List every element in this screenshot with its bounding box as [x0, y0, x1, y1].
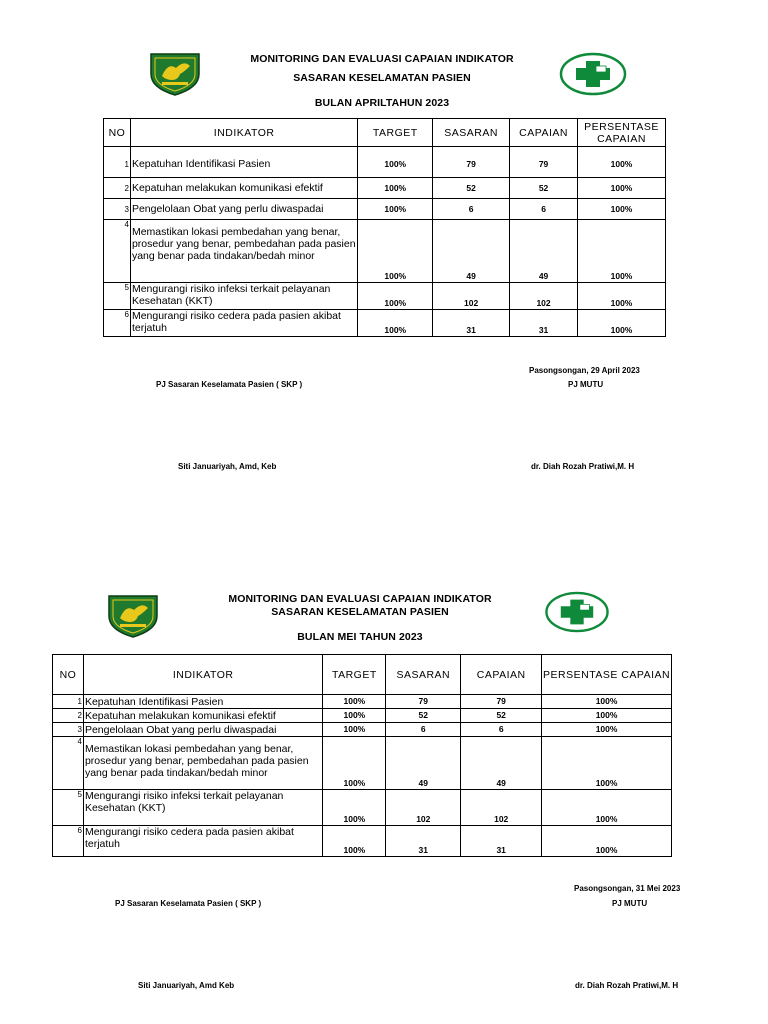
indicator-table-mei — [52, 654, 672, 857]
row-indicator: Mengurangi risiko infeksi terkait pelayanan Kesehatan (KKT) — [130, 283, 357, 310]
table-row — [104, 199, 666, 220]
row-capaian: 49 — [510, 220, 578, 283]
health-cross-icon — [559, 52, 627, 96]
row-persentase: 100% — [578, 178, 666, 199]
row-target: 100% — [323, 723, 386, 737]
col-header-indikator: INDIKATOR — [83, 655, 322, 695]
col-header-persentase: PERSENTASE CAPAIAN — [542, 655, 672, 695]
row-indicator: Mengurangi risiko infeksi terkait pelayanan Kesehatan (KKT) — [83, 790, 322, 826]
row-persentase: 100% — [542, 723, 672, 737]
right-signatory-name: dr. Diah Rozah Pratiwi,M. H — [575, 981, 679, 990]
row-sasaran: 52 — [386, 709, 461, 723]
left-signatory-name: Siti Januariyah, Amd Keb — [138, 981, 235, 990]
row-number: 1 — [53, 695, 84, 709]
row-sasaran: 6 — [386, 723, 461, 737]
row-capaian: 6 — [461, 723, 542, 737]
col-header-sasaran: SASARAN — [433, 119, 510, 147]
row-capaian: 79 — [510, 147, 578, 178]
row-target: 100% — [358, 178, 433, 199]
row-capaian: 31 — [510, 310, 578, 337]
row-capaian: 52 — [461, 709, 542, 723]
col-header-capaian: CAPAIAN — [510, 119, 578, 147]
left-signatory-role: PJ Sasaran Keselamata Pasien ( SKP ) — [115, 899, 262, 908]
left-signatory-role: PJ Sasaran Keselamata Pasien ( SKP ) — [156, 380, 303, 389]
table-row — [104, 178, 666, 199]
row-target: 100% — [358, 220, 433, 283]
row-sasaran: 31 — [433, 310, 510, 337]
row-number: 1 — [104, 147, 131, 178]
right-signatory-role: PJ MUTU — [612, 899, 648, 908]
row-number: 5 — [104, 283, 131, 310]
report-title: MONITORING DAN EVALUASI CAPAIAN INDIKATOR — [228, 593, 492, 605]
shield-emblem-icon — [106, 591, 160, 639]
row-indicator: Kepatuhan Identifikasi Pasien — [83, 695, 322, 709]
row-target: 100% — [358, 283, 433, 310]
row-capaian: 6 — [510, 199, 578, 220]
row-target: 100% — [358, 310, 433, 337]
row-sasaran: 52 — [433, 178, 510, 199]
col-header-no: NO — [104, 119, 131, 147]
row-target: 100% — [358, 147, 433, 178]
report-period: BULAN MEI TAHUN 2023 — [297, 631, 423, 643]
right-signatory-role: PJ MUTU — [568, 380, 604, 389]
col-header-persentase: PERSENTASE CAPAIAN — [578, 119, 666, 147]
report-subtitle: SASARAN KESELAMATAN PASIEN — [293, 72, 471, 84]
row-sasaran: 49 — [433, 220, 510, 283]
left-signatory-name: Siti Januariyah, Amd, Keb — [178, 462, 277, 471]
row-target: 100% — [323, 737, 386, 790]
row-indicator: Mengurangi risiko cedera pada pasien akibat terjatuh — [83, 826, 322, 857]
row-number: 5 — [53, 790, 84, 826]
row-target: 100% — [323, 790, 386, 826]
row-indicator: Memastikan lokasi pembedahan yang benar, prosedur yang benar, pembedahan pada pasien yang benar pada tindakan/bedah minor — [130, 220, 357, 283]
row-number: 3 — [104, 199, 131, 220]
row-persentase: 100% — [542, 790, 672, 826]
row-sasaran: 102 — [433, 283, 510, 310]
row-sasaran: 79 — [433, 147, 510, 178]
row-capaian: 102 — [461, 790, 542, 826]
row-indicator: Pengelolaan Obat yang perlu diwaspadai — [83, 723, 322, 737]
row-capaian: 49 — [461, 737, 542, 790]
place-date: Pasongsongan, 29 April 2023 — [529, 366, 640, 375]
row-capaian: 79 — [461, 695, 542, 709]
row-indicator: Kepatuhan melakukan komunikasi efektif — [130, 178, 357, 199]
table-row — [104, 283, 666, 310]
row-persentase: 100% — [542, 826, 672, 857]
row-indicator: Kepatuhan Identifikasi Pasien — [130, 147, 357, 178]
row-number: 3 — [53, 723, 84, 737]
row-target: 100% — [358, 199, 433, 220]
row-sasaran: 79 — [386, 695, 461, 709]
table-row — [53, 826, 672, 857]
row-sasaran: 49 — [386, 737, 461, 790]
row-persentase: 100% — [578, 147, 666, 178]
row-target: 100% — [323, 826, 386, 857]
col-header-capaian: CAPAIAN — [461, 655, 542, 695]
row-persentase: 100% — [578, 199, 666, 220]
table-row — [53, 723, 672, 737]
report-period: BULAN APRILTAHUN 2023 — [314, 97, 450, 109]
right-signatory-name: dr. Diah Rozah Pratiwi,M. H — [531, 462, 635, 471]
report-title: MONITORING DAN EVALUASI CAPAIAN INDIKATOR — [250, 53, 514, 65]
row-target: 100% — [323, 709, 386, 723]
row-indicator: Mengurangi risiko cedera pada pasien akibat terjatuh — [130, 310, 357, 337]
row-persentase: 100% — [542, 695, 672, 709]
row-persentase: 100% — [578, 283, 666, 310]
shield-emblem-icon — [148, 50, 202, 96]
table-row — [104, 310, 666, 337]
row-capaian: 52 — [510, 178, 578, 199]
table-row — [104, 147, 666, 178]
row-indicator: Pengelolaan Obat yang perlu diwaspadai — [130, 199, 357, 220]
row-number: 4 — [53, 737, 84, 790]
place-date: Pasongsongan, 31 Mei 2023 — [574, 884, 681, 893]
indicator-table-april — [103, 118, 666, 337]
table-row — [53, 709, 672, 723]
row-number: 4 — [104, 220, 131, 283]
col-header-no: NO — [53, 655, 84, 695]
table-row — [104, 220, 666, 283]
health-cross-icon — [544, 591, 610, 633]
row-indicator: Memastikan lokasi pembedahan yang benar, prosedur yang benar, pembedahan pada pasien yang benar pada tindakan/bedah minor — [83, 737, 322, 790]
report-subtitle: SASARAN KESELAMATAN PASIEN — [271, 606, 449, 618]
col-header-target: TARGET — [323, 655, 386, 695]
row-sasaran: 31 — [386, 826, 461, 857]
col-header-target: TARGET — [358, 119, 433, 147]
table-header-row — [53, 655, 672, 695]
table-row — [53, 695, 672, 709]
row-persentase: 100% — [578, 310, 666, 337]
row-number: 6 — [53, 826, 84, 857]
row-capaian: 31 — [461, 826, 542, 857]
row-persentase: 100% — [542, 709, 672, 723]
row-capaian: 102 — [510, 283, 578, 310]
row-target: 100% — [323, 695, 386, 709]
row-indicator: Kepatuhan melakukan komunikasi efektif — [83, 709, 322, 723]
row-sasaran: 102 — [386, 790, 461, 826]
row-number: 6 — [104, 310, 131, 337]
table-row — [53, 737, 672, 790]
table-header-row — [104, 119, 666, 147]
row-sasaran: 6 — [433, 199, 510, 220]
col-header-indikator: INDIKATOR — [130, 119, 357, 147]
row-number: 2 — [53, 709, 84, 723]
col-header-sasaran: SASARAN — [386, 655, 461, 695]
table-row — [53, 790, 672, 826]
row-number: 2 — [104, 178, 131, 199]
row-persentase: 100% — [578, 220, 666, 283]
row-persentase: 100% — [542, 737, 672, 790]
